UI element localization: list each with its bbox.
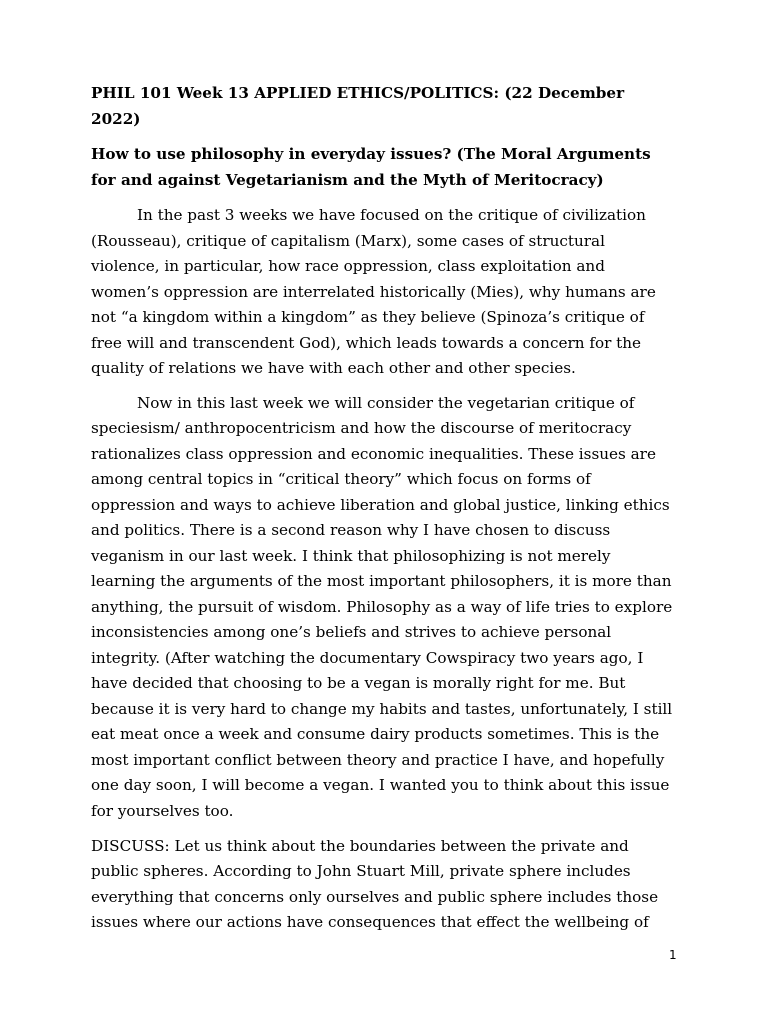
paragraph-intro: In the past 3 weeks we have focused on the critique of civilization (Rousseau), critique of capitalism (Marx), some cases of structural violence, in particular, how race oppression, class exploitation and women’s oppression are interrelated historically (Mies), why humans are not “a kingdom within a kingdom” as they believe (Spinoza’s critique of free will and transcendent God), which leads towards a concern for the quality of relations we have with each other and other species. (91, 206, 656, 377)
page-number: 1 (669, 948, 677, 962)
paragraph-last-week: Now in this last week we will consider the vegetarian critique of speciesism/ anthropocentricism and how the discourse of meritocracy rationalizes class oppression and economic inequalities. These issues are among central topics in “critical theory” which focus on forms of oppression and ways to achieve liberation and global justice, linking ethics and politics. There is a second reason why I have chosen to discuss veganism in our last week. I think that philosophizing is not merely learning the arguments of the most important philosophers, it is more than anything, the pursuit of wisdom. Philosophy as a way of life tries to explore inconsistencies among one’s beliefs and strives to achieve personal integrity. (After watching the documentary Cowspiracy two years ago, I have decided that choosing to be a vegan is morally right for me. But because it is very hard to change my habits and tastes, unfortunately, I still eat meat once a week and consume dairy products sometimes. This is the most important conflict between theory and practice I have, and hopefully one day soon, I will become a vegan. I wanted you to think about this issue for yourselves too. (91, 393, 673, 820)
document-title: PHIL 101 Week 13 APPLIED ETHICS/POLITICS: (22 December 2022) (91, 84, 625, 128)
paragraph-discuss: DISCUSS: Let us think about the boundaries between the private and public spheres. According to John Stuart Mill, private sphere includes everything that concerns only ourselves and public sphere includes those issues where our actions have consequences that effect the wellbeing of (91, 836, 659, 932)
document-subtitle: How to use philosophy in everyday issues? (The Moral Arguments for and against Vegetarianism and the Myth of Meritocracy) (91, 145, 651, 189)
document-body (91, 81, 677, 945)
